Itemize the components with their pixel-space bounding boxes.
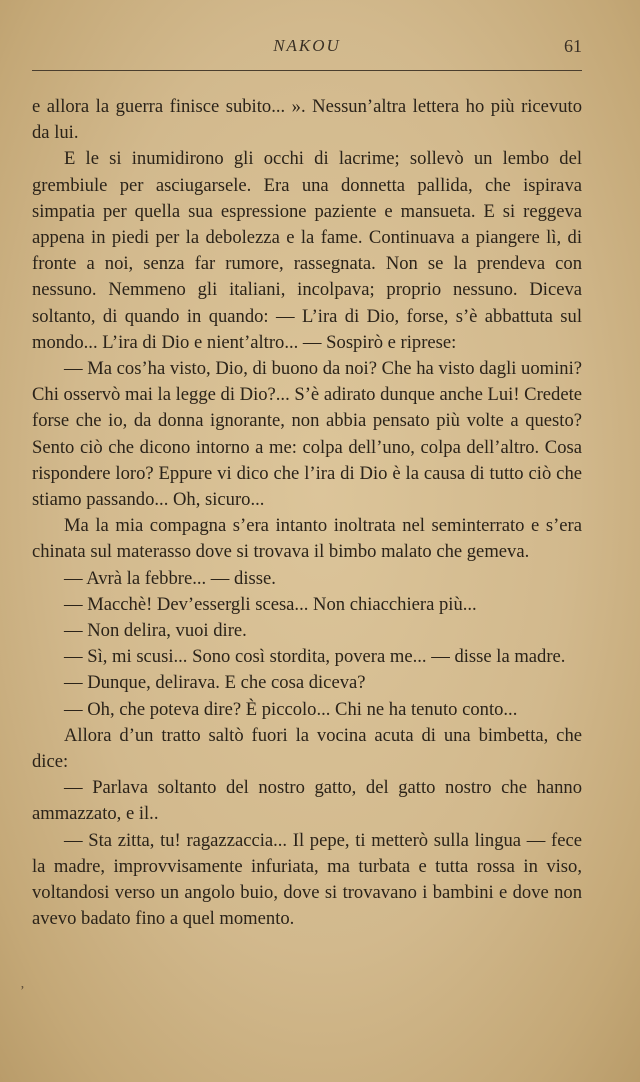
paragraph: Allora d’un tratto saltò fuori la vocina acuta di una bimbetta, che dice:: [32, 724, 582, 773]
paragraph: — Parlava soltanto del nostro gatto, del gatto nostro che hanno ammazzato, e il..: [32, 777, 582, 825]
paragraph: — Ma cos’ha visto, Dio, di buono da noi? Che ha visto dagli uomini? Chi osservò mai la legge di Dio?... S’è adirato dunque anche Lui! Credete forse che io, da donna ignorante, non abbia pensato più volte a questo? Sento ciò che dicono intorno a me: colpa dell’uno, colpa dell’altro. Cosa rispondere loro? Eppure vi dico che l’ira di Dio è la causa di tutto ciò che stiamo passando... Oh, sicuro...: [32, 358, 582, 511]
paragraph: — Sì, mi scusi... Sono così stordita, povera me... — disse la madre.: [64, 646, 566, 668]
paragraph: — Non delira, vuoi dire.: [64, 620, 247, 642]
running-head: [32, 36, 582, 64]
paragraph: e allora la guerra finisce subito... ». Nessun’altra lettera ho più ricevuto da lui.: [32, 96, 582, 144]
header-rule: [32, 70, 582, 71]
paragraph: — Avrà la febbre... — disse.: [64, 567, 276, 589]
page-number: 61: [564, 36, 582, 56]
margin-mark: ’: [20, 984, 25, 999]
paragraph: Ma la mia compagna s’era intanto inoltrata nel seminterrato e s’era chinata sul materasso dove si trovava il bimbo malato che gemeva.: [32, 515, 582, 563]
paragraph: — Dunque, delirava. E che cosa diceva?: [64, 672, 366, 694]
paragraph: — Oh, che poteva dire? È piccolo... Chi ne ha tenuto conto...: [64, 698, 518, 720]
paragraph: — Sta zitta, tu! ragazzaccia... Il pepe, ti metterò sulla lingua — fece la madre, improvvisamente infuriata, ma turbata e tutta rossa in viso, voltandosi verso un angolo buio, dove si trovavano i bambini e dove non avevo badato fino a quel momento.: [32, 829, 582, 930]
paragraph: — Macchè! Dev’essergli scesa... Non chiacchiera più...: [64, 593, 477, 615]
running-title: NAKOU: [273, 36, 341, 55]
paragraph: E le si inumidirono gli occhi di lacrime; sollevò un lembo del grembiule per asciugarsele. Era una donnetta pallida, che ispirava simpatia per quella sua espressione paziente e mansueta. E si reggeva appena in piedi per la debolezza e la fame. Continuava a piangere lì, di fronte a noi, senza far rumore, rassegnata. Non se la prendeva con nessuno. Nemmeno gli italiani, incolpava; proprio nessuno. Diceva soltanto, di quando in quando: — L’ira di Dio, forse, s’è abbattuta sul mondo... L’ira di Dio e nient’altro... — Sospirò e riprese:: [32, 148, 582, 353]
body-text: [32, 94, 582, 933]
